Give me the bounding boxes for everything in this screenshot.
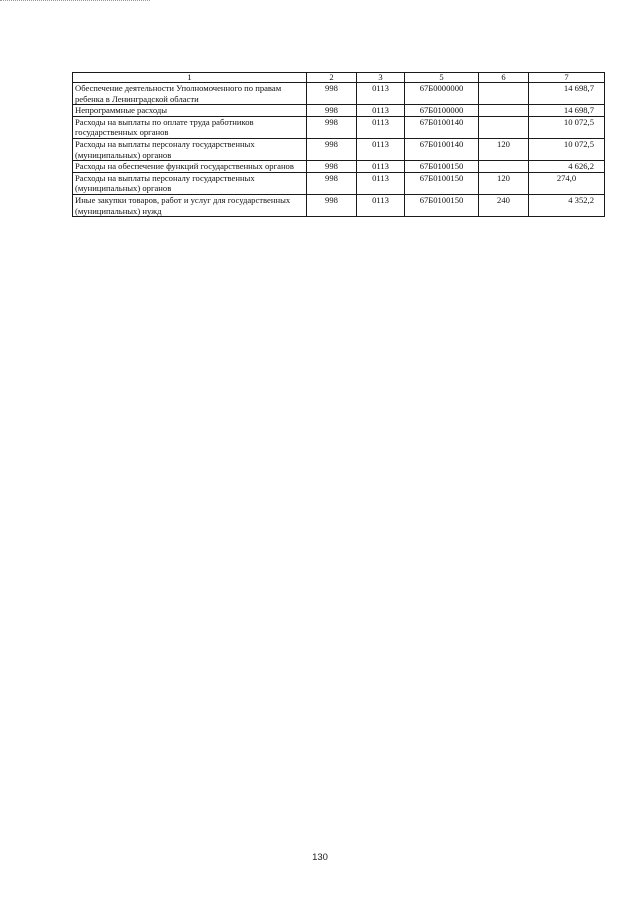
row-col7: 10 072,5: [529, 138, 605, 160]
row-col3: 0113: [357, 161, 405, 173]
row-col5: 67Б0100150: [405, 172, 479, 194]
table-row: [73, 105, 605, 117]
row-col7: 274,0: [529, 172, 605, 194]
row-col3: 0113: [357, 105, 405, 117]
row-name: Расходы на выплаты персоналу государственных (муниципальных) органов: [73, 172, 307, 194]
row-col6: [479, 105, 529, 117]
row-col2: 998: [307, 172, 357, 194]
row-col6: [479, 116, 529, 138]
table-row: [73, 83, 605, 105]
row-col7: 4 352,2: [529, 194, 605, 216]
row-col5: 67Б0100140: [405, 138, 479, 160]
row-col5: 67Б0100150: [405, 194, 479, 216]
row-col2: 998: [307, 138, 357, 160]
row-col3: 0113: [357, 116, 405, 138]
row-name: Обеспечение деятельности Уполномоченного по правам ребенка в Ленинградской области: [73, 83, 307, 105]
row-col2: 998: [307, 194, 357, 216]
row-name: Непрограммные расходы: [73, 105, 307, 117]
table-header-row: [73, 73, 605, 83]
row-col5: 67Б0100140: [405, 116, 479, 138]
row-col6: 120: [479, 172, 529, 194]
row-col7: 14 698,7: [529, 83, 605, 105]
row-col6: [479, 161, 529, 173]
table-row: [73, 161, 605, 173]
row-col3: 0113: [357, 172, 405, 194]
header-col-6: 6: [479, 73, 529, 83]
row-name: Расходы на выплаты по оплате труда работников государственных органов: [73, 116, 307, 138]
row-col5: 67Б0000000: [405, 83, 479, 105]
row-name: Расходы на выплаты персоналу государственных (муниципальных) органов: [73, 138, 307, 160]
row-col2: 998: [307, 116, 357, 138]
header-col-2: 2: [307, 73, 357, 83]
row-col3: 0113: [357, 194, 405, 216]
row-name: Расходы на обеспечение функций государственных органов: [73, 161, 307, 173]
row-col2: 998: [307, 83, 357, 105]
row-col6: 120: [479, 138, 529, 160]
header-col-3: 3: [357, 73, 405, 83]
table-row: [73, 194, 605, 216]
row-col6: 240: [479, 194, 529, 216]
budget-table: [72, 72, 605, 217]
scan-edge-mark: [0, 0, 150, 2]
header-col-5: 5: [405, 73, 479, 83]
row-col7: 4 626,2: [529, 161, 605, 173]
header-col-7: 7: [529, 73, 605, 83]
row-col3: 0113: [357, 83, 405, 105]
row-col5: 67Б0100000: [405, 105, 479, 117]
table-row: [73, 138, 605, 160]
header-col-1: 1: [73, 73, 307, 83]
row-col2: 998: [307, 161, 357, 173]
page-number: 130: [312, 852, 328, 863]
row-col6: [479, 83, 529, 105]
row-col7: 10 072,5: [529, 116, 605, 138]
row-col5: 67Б0100150: [405, 161, 479, 173]
row-name: Иные закупки товаров, работ и услуг для государственных (муниципальных) нужд: [73, 194, 307, 216]
table-row: [73, 172, 605, 194]
row-col7: 14 698,7: [529, 105, 605, 117]
row-col2: 998: [307, 105, 357, 117]
row-col3: 0113: [357, 138, 405, 160]
table-row: [73, 116, 605, 138]
